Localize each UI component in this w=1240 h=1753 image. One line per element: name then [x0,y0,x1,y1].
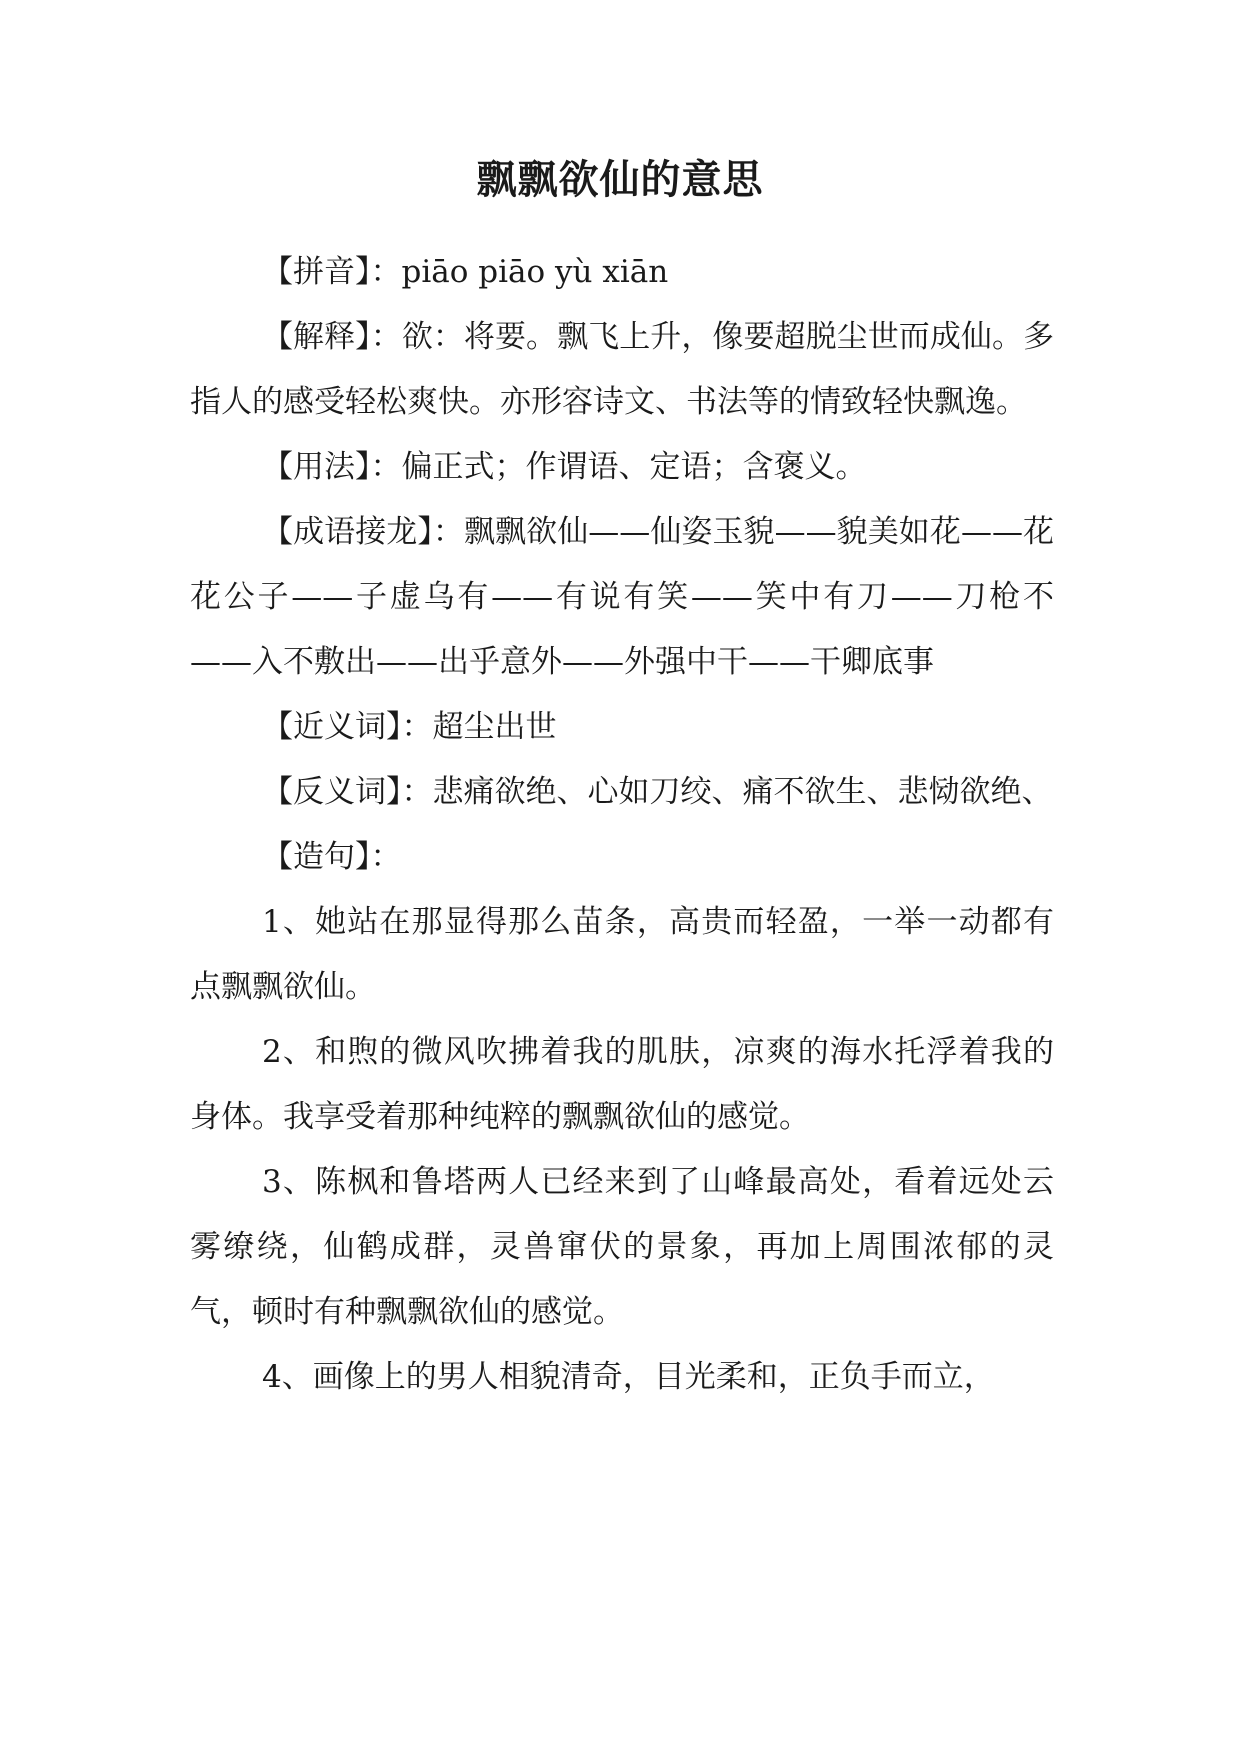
usage-text: 偏正式；作谓语、定语；含褒义。 [401,449,867,485]
examples-label: 【造句】： [262,839,402,875]
idiom-chain-label: 【成语接龙】： [262,514,464,550]
pinyin-paragraph [190,240,1054,305]
page-title: 飘飘欲仙的意思 [476,157,764,203]
idiom-chain-paragraph [190,500,1054,695]
example-sentence-1: 1、她站在那显得那么苗条，高贵而轻盈，一举一动都有点飘飘欲仙。 [190,904,1054,1005]
explanation-paragraph [190,305,1054,435]
pinyin-label: 【拼音】： [262,254,402,290]
examples-heading [190,825,1054,890]
antonyms-text: 悲痛欲绝、心如刀绞、痛不欲生、悲恸欲绝、 [432,774,1053,810]
antonyms-label: 【反义词】： [262,774,433,810]
example-sentence-4: 4、画像上的男人相貌清奇，目光柔和，正负手而立， [262,1359,995,1395]
synonyms-paragraph [190,695,1054,760]
idiom-chain-text: 飘飘欲仙——仙姿玉貌——貌美如花——花花公子——子虚乌有——有说有笑——笑中有刀——刀枪不——入不敷出——出乎意外——外强中干——干卿底事 [190,514,1055,680]
synonyms-text: 超尘出世 [432,709,557,745]
synonyms-label: 【近义词】： [262,709,433,745]
pinyin-text: piāo piāo yù xiān [401,254,669,290]
document-body [190,240,1054,1410]
explanation-label: 【解释】： [262,319,402,355]
example-sentence-3: 3、陈枫和鲁塔两人已经来到了山峰最高处，看着远处云雾缭绕，仙鹤成群，灵兽窜伏的景象，再加上周围浓郁的灵气，顿时有种飘飘欲仙的感觉。 [190,1164,1054,1330]
usage-paragraph [190,435,1054,500]
example-sentence-2: 2、和煦的微风吹拂着我的肌肤，凉爽的海水托浮着我的身体。我享受着那种纯粹的飘飘欲仙的感觉。 [190,1034,1054,1135]
explanation-text: 欲：将要。飘飞上升，像要超脱尘世而成仙。多指人的感受轻松爽快。亦形容诗文、书法等的情致轻快飘逸。 [190,319,1055,420]
antonyms-paragraph [190,760,1054,825]
usage-label: 【用法】： [262,449,402,485]
